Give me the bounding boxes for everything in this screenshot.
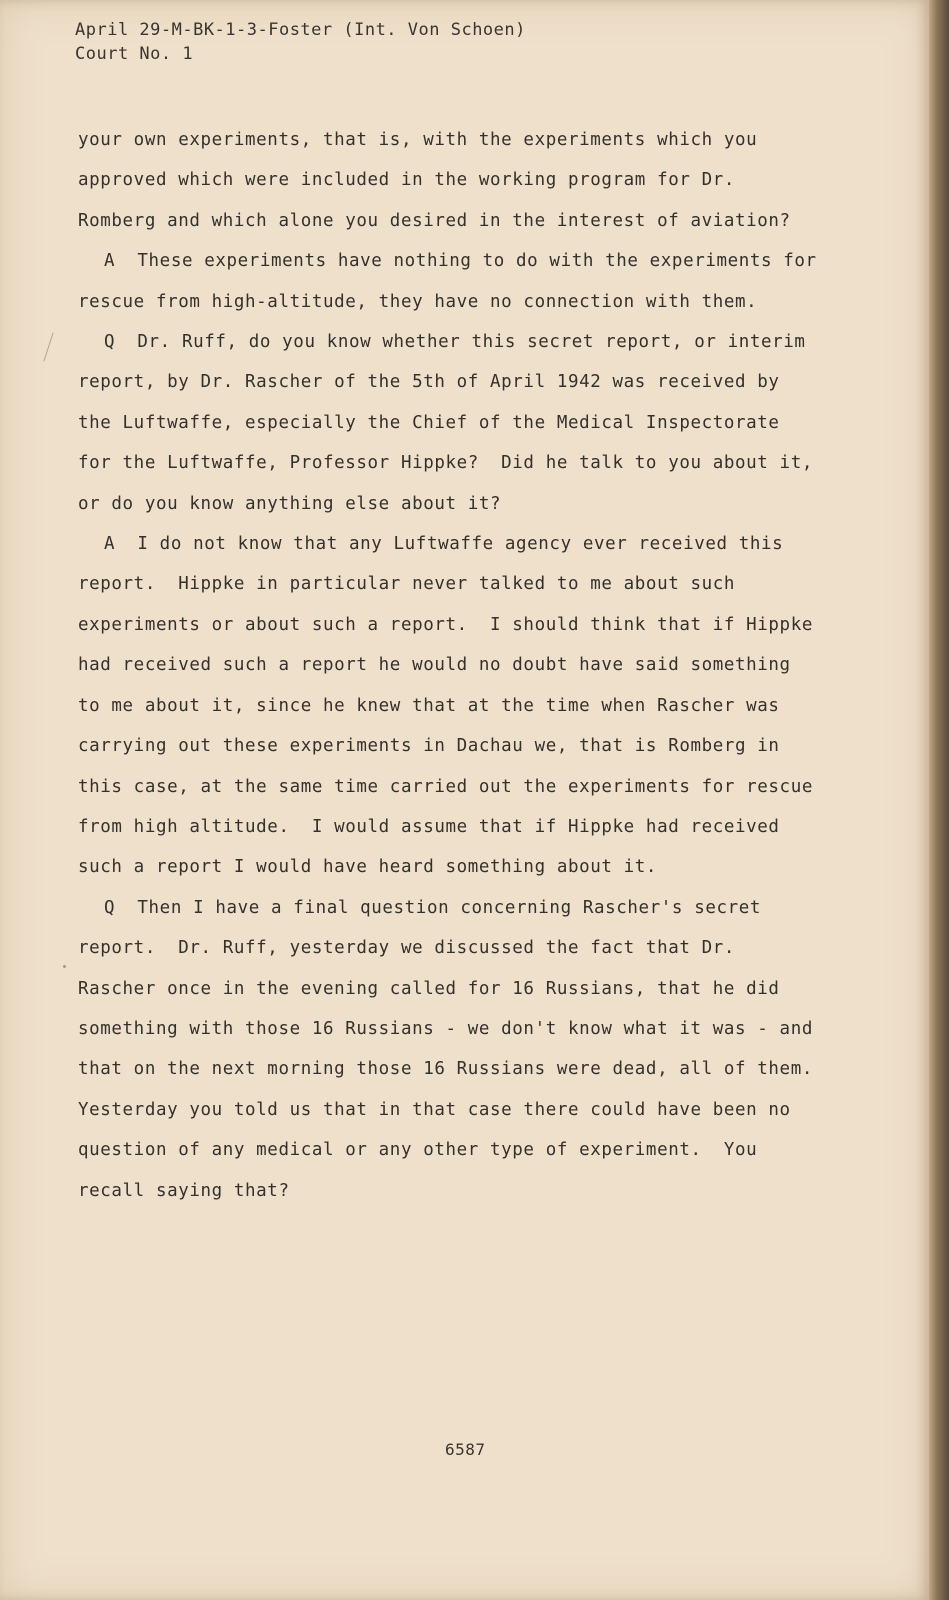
paragraph-continuation: your own experiments, that is, with the experiments which you approved which were included in the working program for Dr. Romberg and which alone you desired in the interest of aviation? [78,130,791,231]
page-edge-shadow [929,0,949,1600]
header-line-1: April 29-M-BK-1-3-Foster (Int. Von Schoen) [75,20,526,40]
paragraph-answer: A These experiments have nothing to do with the experiments for rescue from high-altitude, they have no connection with them. [78,251,828,312]
margin-pencil-mark [43,333,53,362]
header-line-2: Court No. 1 [75,44,194,64]
document-header [75,18,526,66]
margin-dot [63,965,66,968]
transcript-body [78,120,836,1211]
paragraph-question: Q Dr. Ruff, do you know whether this secret report, or interim report, by Dr. Rascher of the 5th of April 1942 was received by the Luftwaffe, especially the Chief of the Medical Inspectorate for the Luftwaffe, Professor Hippke? Did he talk to you about it, or do you know anything else about it? [78,332,825,514]
paragraph-question: Q Then I have a final question concerning Rascher's secret report. Dr. Ruff, yesterday we discussed the fact that Dr. Rascher once in the evening called for 16 Russians, that he did something with those 16 Russians - we don't know what it was - and that on the next morning those 16 Russians were dead, all of them. Yesterday you told us that in that case there could have been no question of any medical or any other type of experiment. You recall saying that? [78,897,836,1201]
page-number: 6587 [445,1440,486,1459]
paragraph-answer: A I do not know that any Luftwaffe agency ever received this report. Hippke in particular never talked to me about such experiments or about such a report. I should think that if Hippke had received such a report he would no doubt have said something to me about it, since he knew that at the time when Rascher was carrying out these experiments in Dachau we, that is Romberg in this case, at the same time carried out the experiments for rescue from high altitude. I would assume that if Hippke had received such a report I would have heard something about it. [78,534,825,878]
